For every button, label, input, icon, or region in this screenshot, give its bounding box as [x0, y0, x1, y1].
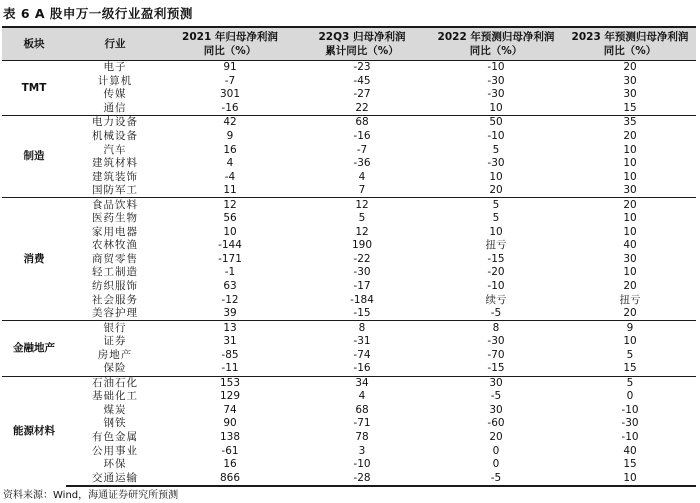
- value-22q3-cell: 4: [358, 390, 366, 403]
- value-2023-cell: -10: [621, 403, 639, 416]
- value-2023-cell: -30: [621, 417, 639, 430]
- table-row: [2, 212, 696, 226]
- sector-cell: 制造: [2, 116, 66, 198]
- table-row: [2, 321, 696, 335]
- table-row: [2, 143, 696, 157]
- sector-cell: 能源材料: [2, 376, 66, 486]
- value-2021-cell: 42: [164, 116, 296, 130]
- value-2022-cell: -30: [487, 157, 505, 170]
- value-2023-cell: 15: [623, 458, 637, 471]
- industry-cell: 家用电器: [92, 225, 138, 238]
- table-row: [2, 170, 696, 184]
- industry-cell: 保险: [103, 362, 127, 375]
- value-2021-cell: 74: [223, 403, 237, 416]
- value-2021-cell: 138: [219, 431, 241, 444]
- industry-cell: 有色金属: [92, 431, 138, 444]
- source-note: 资料来源：Wind，海通证券研究所预测: [3, 490, 179, 501]
- value-2021-cell: -85: [221, 348, 239, 361]
- value-2021-cell: 91: [164, 61, 296, 75]
- value-2023-cell: 35: [564, 116, 696, 130]
- value-2023-cell: -10: [621, 431, 639, 444]
- table-row: [2, 404, 696, 418]
- value-2022-cell: 30: [428, 376, 564, 390]
- value-22q3-cell: 12: [355, 225, 369, 238]
- value-2023-cell: 40: [623, 239, 637, 252]
- value-2022-cell: 10: [489, 101, 503, 114]
- value-2022-cell: 5: [492, 143, 500, 156]
- industry-cell: 医药生物: [92, 212, 138, 225]
- value-22q3-cell: 68: [355, 403, 369, 416]
- header-2023: 2023 年预测归母净利润 同比（%）: [564, 27, 696, 61]
- table-row: [2, 293, 696, 307]
- industry-cell: 钢铁: [103, 417, 127, 430]
- value-2022-cell: -5: [490, 307, 502, 320]
- table-row: [2, 226, 696, 240]
- value-2022-cell: -70: [487, 348, 505, 361]
- table-row: [2, 130, 696, 144]
- table-row: [2, 348, 696, 362]
- value-2022-cell: 0: [492, 444, 500, 457]
- value-22q3-cell: -17: [353, 280, 371, 293]
- industry-cell: 建筑材料: [92, 157, 138, 170]
- table-row: [2, 198, 696, 212]
- value-22q3-cell: -7: [356, 143, 368, 156]
- table-body: [2, 61, 696, 486]
- value-22q3-cell: 78: [355, 431, 369, 444]
- value-22q3-cell: 68: [296, 116, 428, 130]
- value-2022-cell: -30: [487, 88, 505, 101]
- industry-cell: 电子: [66, 61, 164, 75]
- value-2022-cell: 0: [492, 458, 500, 471]
- table-row: [2, 335, 696, 349]
- value-22q3-cell: -27: [353, 88, 371, 101]
- industry-cell: 交通运输: [66, 471, 164, 486]
- value-2022-cell: 8: [428, 321, 564, 335]
- table-row: [2, 88, 696, 102]
- industry-cell: 房地产: [97, 348, 133, 361]
- value-2021-cell: -16: [221, 101, 239, 114]
- value-2022-cell: -5: [428, 471, 564, 486]
- value-22q3-cell: -15: [353, 307, 371, 320]
- value-2021-cell: -12: [221, 293, 239, 306]
- industry-cell: 银行: [66, 321, 164, 335]
- value-2022-cell: 20: [489, 431, 503, 444]
- value-2021-cell: -11: [221, 362, 239, 375]
- value-2021-cell: 4: [226, 157, 234, 170]
- value-2021-cell: 12: [164, 198, 296, 212]
- industry-cell: 美容护理: [92, 307, 138, 320]
- value-22q3-cell: 4: [358, 170, 366, 183]
- industry-cell: 石油石化: [66, 376, 164, 390]
- profit-forecast-table: [2, 26, 696, 487]
- header-sector: 板块: [2, 27, 66, 61]
- industry-cell: 公用事业: [92, 444, 138, 457]
- value-2021-cell: 301: [219, 88, 241, 101]
- value-2022-cell: 续亏: [485, 293, 507, 306]
- value-2023-cell: 5: [626, 348, 634, 361]
- value-2021-cell: 13: [164, 321, 296, 335]
- value-2023-cell: 10: [623, 225, 637, 238]
- value-22q3-cell: 22: [355, 101, 369, 114]
- value-22q3-cell: -45: [353, 74, 371, 87]
- industry-cell: 食品饮料: [66, 198, 164, 212]
- value-22q3-cell: -30: [353, 266, 371, 279]
- table-row: [2, 116, 696, 130]
- value-2023-cell: 9: [564, 321, 696, 335]
- industry-cell: 传媒: [103, 88, 127, 101]
- value-2021-cell: 56: [223, 212, 237, 225]
- value-2021-cell: 9: [226, 130, 234, 142]
- value-22q3-cell: 3: [358, 444, 366, 457]
- value-2021-cell: 10: [223, 225, 237, 238]
- value-22q3-cell: -10: [353, 458, 371, 471]
- value-22q3-cell: -36: [353, 157, 371, 170]
- value-2023-cell: 30: [623, 74, 637, 87]
- table-row: [2, 157, 696, 171]
- industry-cell: 农林牧渔: [92, 239, 138, 252]
- value-22q3-cell: 5: [358, 212, 366, 225]
- value-2023-cell: 10: [623, 157, 637, 170]
- value-2023-cell: 15: [623, 101, 637, 114]
- industry-cell: 建筑装饰: [92, 170, 138, 183]
- value-2022-cell: -20: [487, 266, 505, 279]
- table-row: [2, 280, 696, 294]
- value-2021-cell: 16: [223, 458, 237, 471]
- table-row: [2, 307, 696, 321]
- value-2023-cell: 30: [623, 184, 637, 197]
- value-2023-cell: 20: [623, 280, 637, 293]
- value-2023-cell: 5: [564, 376, 696, 390]
- value-22q3-cell: -71: [353, 417, 371, 430]
- table-row: [2, 471, 696, 486]
- value-2023-cell: 30: [623, 88, 637, 101]
- table-row: [2, 390, 696, 404]
- value-2022-cell: 5: [428, 198, 564, 212]
- industry-cell: 纺织服饰: [92, 280, 138, 293]
- value-2023-cell: 40: [623, 444, 637, 457]
- table-row: [2, 417, 696, 431]
- value-2022-cell: -5: [490, 390, 502, 403]
- value-2023-cell: 10: [623, 143, 637, 156]
- value-2021-cell: -61: [221, 444, 239, 457]
- table-row: [2, 102, 696, 116]
- value-2022-cell: -60: [487, 417, 505, 430]
- industry-cell: 机械设备: [92, 130, 138, 142]
- value-2022-cell: 50: [428, 116, 564, 130]
- value-2021-cell: 31: [223, 335, 237, 348]
- table-row: [2, 253, 696, 267]
- value-22q3-cell: -74: [353, 348, 371, 361]
- value-2023-cell: 15: [623, 362, 637, 375]
- value-22q3-cell: -16: [353, 130, 371, 142]
- industry-cell: 社会服务: [92, 293, 138, 306]
- value-2021-cell: 11: [223, 184, 237, 197]
- value-2023-cell: 20: [564, 61, 696, 75]
- value-2023-cell: 20: [623, 130, 637, 142]
- header-2022: 2022 年预测归母净利润 同比（%）: [428, 27, 564, 61]
- header-22q3: 22Q3 归母净利润 累计同比（%）: [296, 27, 428, 61]
- table-row: [2, 376, 696, 390]
- value-2022-cell: -30: [487, 74, 505, 87]
- table-row: [2, 458, 696, 472]
- value-2022-cell: -15: [487, 252, 505, 265]
- sector-cell: TMT: [2, 61, 66, 116]
- table-row: [2, 75, 696, 89]
- table-row: [2, 61, 696, 75]
- value-2022-cell: 10: [489, 225, 503, 238]
- header-row: [2, 27, 696, 61]
- value-22q3-cell: -23: [296, 61, 428, 75]
- value-2021-cell: 153: [164, 376, 296, 390]
- table-row: [2, 362, 696, 376]
- value-2023-cell: 10: [623, 212, 637, 225]
- value-2022-cell: 扭亏: [485, 239, 507, 252]
- industry-cell: 通信: [103, 101, 127, 114]
- value-2021-cell: -1: [224, 266, 236, 279]
- value-2021-cell: -171: [218, 252, 242, 265]
- value-2023-cell: 10: [623, 266, 637, 279]
- value-2023-cell: 扭亏: [619, 293, 641, 306]
- industry-cell: 证券: [103, 335, 127, 348]
- value-2022-cell: -10: [487, 280, 505, 293]
- value-2021-cell: 63: [223, 280, 237, 293]
- table-row: [2, 184, 696, 198]
- value-2021-cell: -144: [218, 239, 242, 252]
- value-2021-cell: 90: [223, 417, 237, 430]
- industry-cell: 煤炭: [103, 403, 127, 416]
- value-2023-cell: 10: [623, 335, 637, 348]
- sector-cell: 金融地产: [2, 321, 66, 376]
- industry-cell: 环保: [103, 458, 127, 471]
- value-2021-cell: 39: [223, 307, 237, 320]
- value-2022-cell: -10: [487, 130, 505, 142]
- value-2022-cell: -15: [487, 362, 505, 375]
- value-2022-cell: -10: [428, 61, 564, 75]
- table-title: 表 6 A 股申万一级行业盈利预测: [3, 6, 193, 21]
- value-2023-cell: 20: [564, 198, 696, 212]
- value-2022-cell: 20: [489, 184, 503, 197]
- value-2023-cell: 0: [626, 390, 634, 403]
- table-row: [2, 239, 696, 253]
- value-22q3-cell: 12: [296, 198, 428, 212]
- industry-cell: 电力设备: [66, 116, 164, 130]
- value-22q3-cell: -31: [353, 335, 371, 348]
- value-2022-cell: 30: [489, 403, 503, 416]
- value-22q3-cell: -16: [353, 362, 371, 375]
- value-2021-cell: -7: [224, 74, 236, 87]
- industry-cell: 汽车: [103, 143, 127, 156]
- value-22q3-cell: 8: [296, 321, 428, 335]
- value-2022-cell: 5: [492, 212, 500, 225]
- value-22q3-cell: 7: [358, 184, 366, 197]
- table-row: [2, 444, 696, 458]
- industry-cell: 基础化工: [92, 390, 138, 403]
- value-2021-cell: 866: [164, 471, 296, 486]
- header-2021: 2021 年归母净利润 同比（%）: [164, 27, 296, 61]
- value-2021-cell: -4: [224, 170, 236, 183]
- industry-cell: 计算机: [97, 74, 133, 87]
- value-2022-cell: -30: [487, 335, 505, 348]
- sector-cell: 消费: [2, 198, 66, 321]
- value-2023-cell: 10: [564, 471, 696, 486]
- value-2023-cell: 10: [623, 170, 637, 183]
- table-row: [2, 266, 696, 280]
- industry-cell: 轻工制造: [92, 266, 138, 279]
- value-2023-cell: 20: [623, 307, 637, 320]
- value-22q3-cell: -28: [296, 471, 428, 486]
- value-22q3-cell: -22: [353, 252, 371, 265]
- value-22q3-cell: 190: [351, 239, 373, 252]
- value-22q3-cell: 34: [296, 376, 428, 390]
- industry-cell: 国防军工: [92, 184, 138, 197]
- industry-cell: 商贸零售: [92, 252, 138, 265]
- value-2021-cell: 16: [223, 143, 237, 156]
- value-2023-cell: 30: [623, 252, 637, 265]
- value-2021-cell: 129: [219, 390, 241, 403]
- table-row: [2, 431, 696, 445]
- value-2022-cell: 10: [489, 170, 503, 183]
- value-22q3-cell: -184: [350, 293, 374, 306]
- header-industry: 行业: [66, 27, 164, 61]
